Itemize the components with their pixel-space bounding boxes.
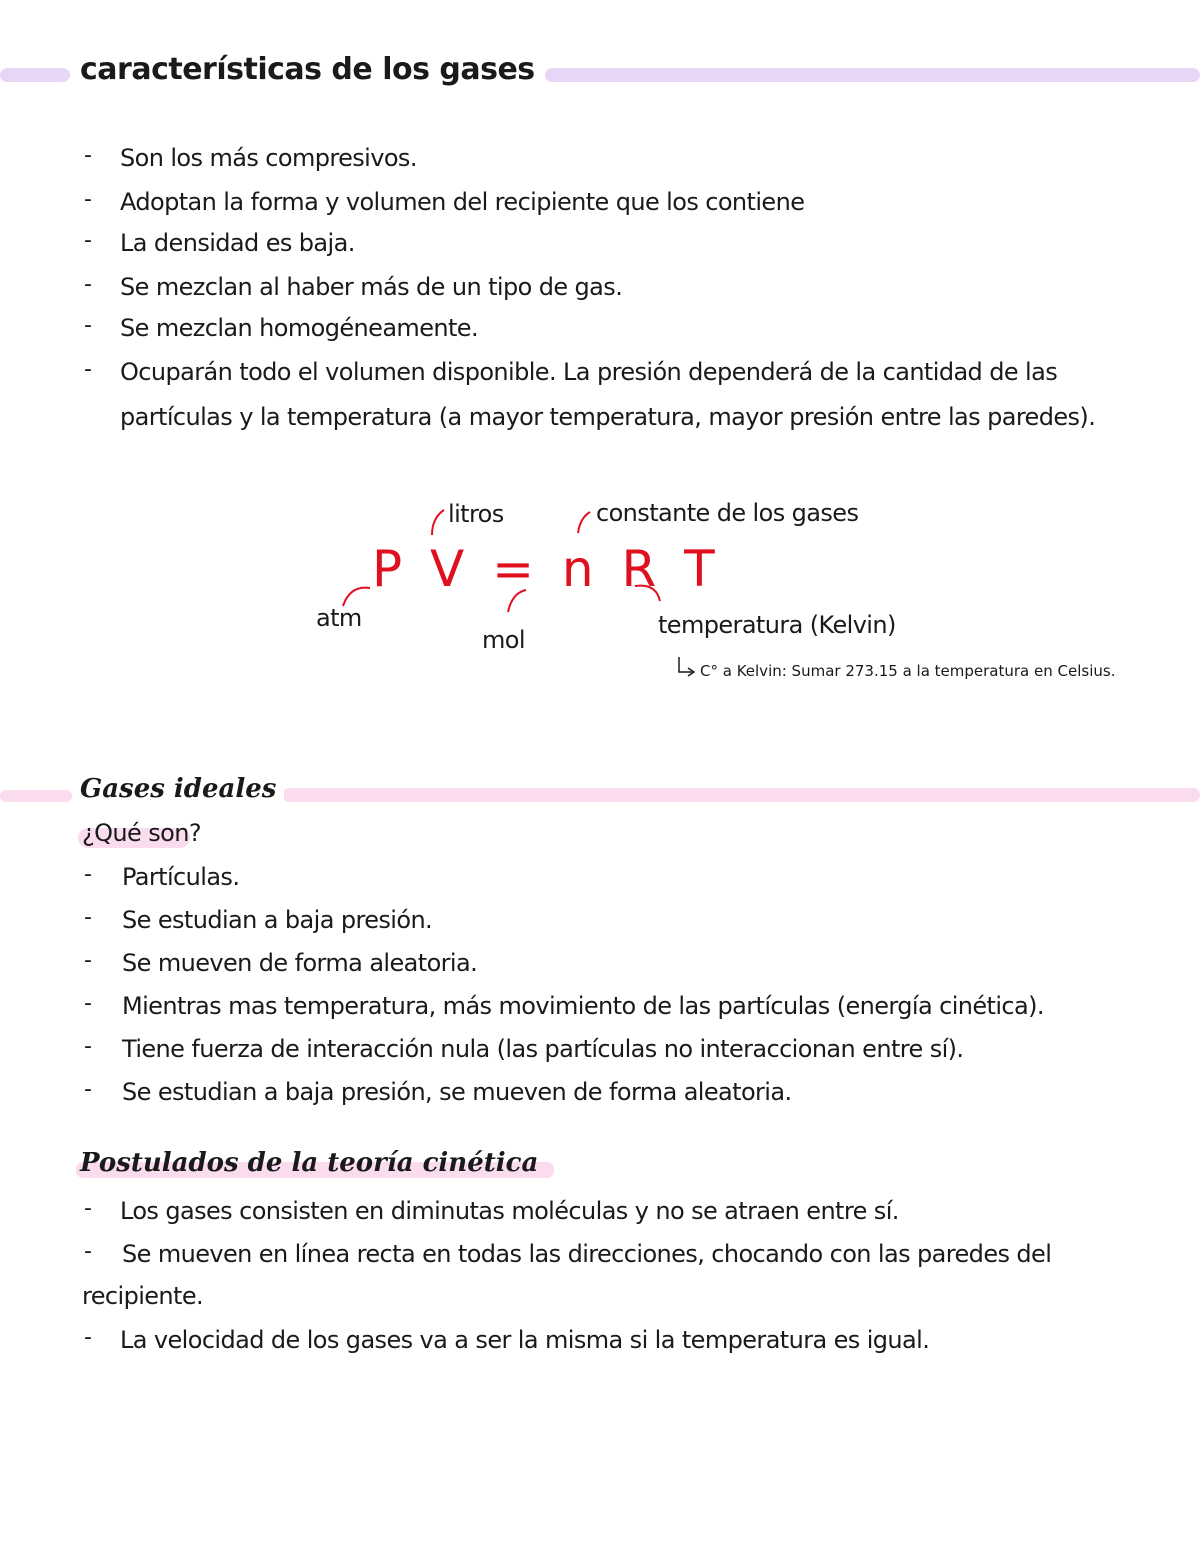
bullet-dash: - — [84, 948, 92, 973]
bullet-dash: - — [84, 862, 92, 887]
list-item: La velocidad de los gases va a ser la misma si la temperatura es igual. — [120, 1326, 930, 1354]
bullet-dash: - — [84, 1196, 92, 1221]
label-temperature: temperatura (Kelvin) — [658, 611, 896, 639]
bullet-dash: - — [84, 143, 92, 168]
arrow-atm — [343, 588, 370, 606]
bullet-dash: - — [84, 991, 92, 1016]
list-item: Se mueven de forma aleatoria. — [122, 949, 478, 977]
bullet-dash: - — [84, 272, 92, 297]
section-title-ideal: Gases ideales — [80, 774, 284, 804]
list-item: Se mueven en línea recta en todas las direcciones, chocando con las paredes del — [122, 1240, 1052, 1268]
section-title-postulates: Postulados de la teoría cinética — [80, 1148, 539, 1178]
list-item: Se estudian a baja presión, se mueven de forma aleatoria. — [122, 1078, 792, 1106]
bullet-dash: - — [84, 313, 92, 338]
arrow-temperature — [635, 586, 660, 601]
list-item: Son los más compresivos. — [120, 144, 417, 172]
list-item: Los gases consisten en diminutas moléculas y no se atraen entre sí. — [120, 1197, 899, 1225]
bullet-dash: - — [84, 1325, 92, 1350]
bullet-dash: - — [84, 1034, 92, 1059]
list-item: Se estudian a baja presión. — [122, 906, 433, 934]
bullet-dash: - — [84, 1077, 92, 1102]
list-item-continuation: partículas y la temperatura (a mayor temperatura, mayor presión entre las paredes). — [120, 403, 1096, 431]
label-gas-constant: constante de los gases — [596, 499, 859, 527]
label-mol: mol — [482, 626, 525, 654]
arrow-liters — [432, 510, 444, 535]
list-item: Se mezclan homogéneamente. — [120, 314, 478, 342]
ideal-highlight-left — [0, 790, 72, 802]
bullet-dash: - — [84, 187, 92, 212]
list-item: Ocuparán todo el volumen disponible. La presión dependerá de la cantidad de las — [120, 358, 1058, 386]
bullet-dash: - — [84, 228, 92, 253]
ideal-question: ¿Qué son? — [82, 819, 201, 847]
arrow-mol — [508, 590, 526, 612]
label-liters: litros — [448, 500, 504, 528]
list-item: La densidad es baja. — [120, 229, 355, 257]
list-item: Adoptan la forma y volumen del recipiente que los contiene — [120, 188, 805, 216]
formula-equation: P V = n R T — [372, 540, 721, 598]
arrow-constant — [578, 512, 590, 533]
conversion-note: C° a Kelvin: Sumar 273.15 a la temperatura en Celsius. — [700, 662, 1116, 680]
bullet-dash: - — [84, 905, 92, 930]
list-item: Mientras mas temperatura, más movimiento de las partículas (energía cinética). — [122, 992, 1044, 1020]
label-atm: atm — [316, 604, 362, 632]
ideal-highlight-right — [282, 788, 1200, 802]
page-title: características de los gases — [80, 52, 543, 87]
list-item: Partículas. — [122, 863, 240, 891]
formula-arrows — [0, 0, 1200, 700]
bullet-dash: - — [84, 357, 92, 382]
list-item: Tiene fuerza de interacción nula (las partículas no interaccionan entre sí). — [122, 1035, 964, 1063]
list-item-continuation: recipiente. — [82, 1282, 204, 1310]
list-item: Se mezclan al haber más de un tipo de gas. — [120, 273, 623, 301]
bullet-dash: - — [84, 1239, 92, 1264]
